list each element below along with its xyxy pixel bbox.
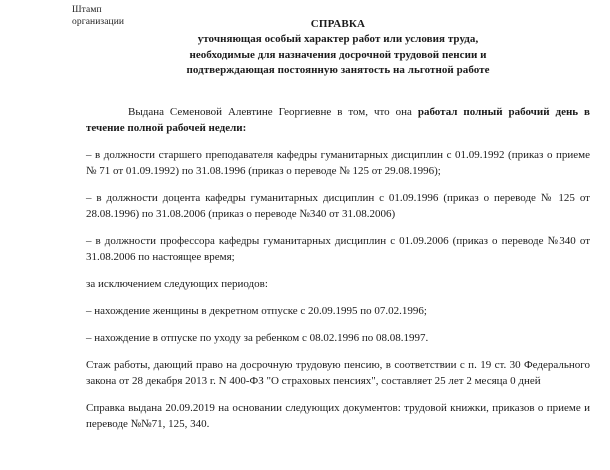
seniority-paragraph: Стаж работы, дающий право на досрочную трудовую пенсию, в соответствии с п. 19 ст. 30 Федерального закона от 28 декабря 2013 г. N 400-ФЗ "О страховых пенсиях", составляет 25 лет 2 месяца 0 дней bbox=[86, 359, 590, 387]
position-item bbox=[86, 190, 590, 222]
intro-bold-text: работал полный рабочий день в течение полной рабочей недели: bbox=[86, 106, 590, 134]
intro-plain-text: Выдана Семеновой Алевтине Георгиевне в том, что она bbox=[128, 106, 418, 118]
exclusion-text: нахождение в отпуске по уходу за ребенком с 08.02.1996 по 08.08.1997. bbox=[91, 332, 429, 344]
exclusion-text: нахождение женщины в декретном отпуске с 20.09.1995 по 07.02.1996; bbox=[91, 305, 427, 317]
exclusion-item bbox=[86, 330, 590, 346]
dash-marker: – bbox=[86, 305, 92, 317]
position-item bbox=[86, 233, 590, 265]
exclusion-header: за исключением следующих периодов: bbox=[86, 278, 268, 290]
position-item bbox=[86, 147, 590, 179]
title-block bbox=[86, 17, 590, 79]
document-body bbox=[86, 104, 590, 432]
exclusion-item bbox=[86, 303, 590, 319]
dash-marker: – bbox=[86, 149, 92, 161]
dash-marker: – bbox=[86, 192, 92, 204]
stamp-line-1: Штамп bbox=[72, 5, 102, 15]
document-title: СПРАВКА bbox=[310, 18, 366, 30]
document-subtitle bbox=[86, 32, 590, 79]
subtitle-line-2: необходимые для назначения досрочной трудовой пенсии и bbox=[189, 48, 487, 61]
dash-marker: – bbox=[86, 332, 92, 344]
dash-marker: – bbox=[86, 235, 92, 247]
subtitle-line-1: уточняющая особый характер работ или условия труда, bbox=[197, 33, 479, 45]
position-text: в должности доцента кафедры гуманитарных дисциплин с 01.09.1996 (приказ о переводе № 125 от 28.08.1996) по 31.08.2006 (приказ о переводе №340 от 31.08.2006) bbox=[86, 192, 590, 220]
intro-paragraph bbox=[86, 104, 590, 136]
subtitle-line-3: подтверждающая постоянную занятость на льготной работе bbox=[186, 64, 490, 76]
position-text: в должности старшего преподавателя кафедры гуманитарных дисциплин с 01.09.1992 (приказ о приеме № 71 от 01.09.1992) по 31.08.1996 (приказ о переводе № 125 от 29.08.1996); bbox=[86, 149, 590, 177]
stamp-line-2: организации bbox=[72, 17, 125, 27]
position-text: в должности профессора кафедры гуманитарных дисциплин с 01.09.2006 (приказ о переводе №340 от 31.08.2006 по настоящее время; bbox=[86, 235, 590, 263]
issue-basis-paragraph: Справка выдана 20.09.2019 на основании следующих документов: трудовой книжки, приказов о приеме и переводе №№71, 125, 340. bbox=[86, 402, 590, 430]
